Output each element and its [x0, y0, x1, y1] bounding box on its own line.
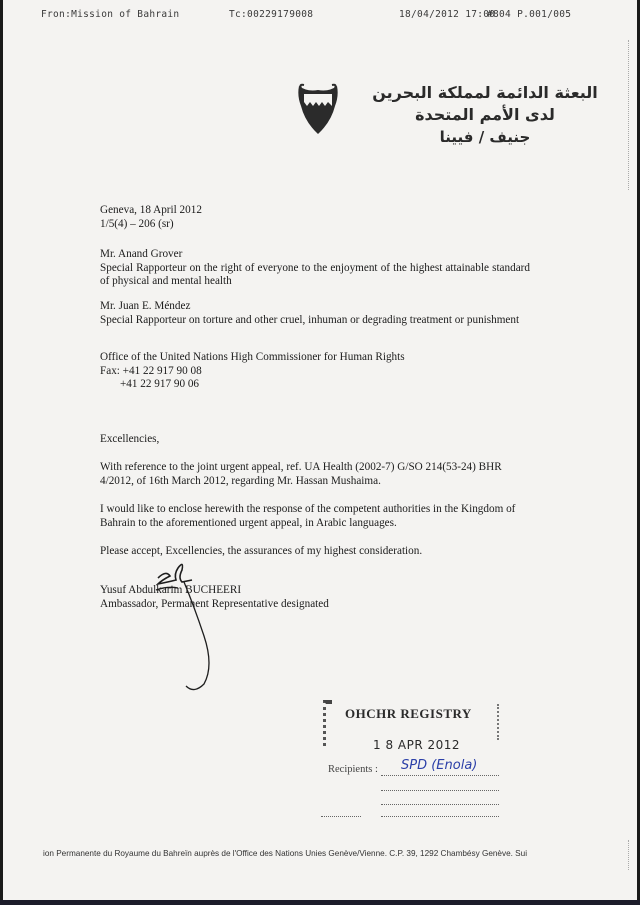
- stamp-border-right: [493, 704, 499, 740]
- recipient-1-name: Mr. Anand Grover: [100, 248, 183, 260]
- fax-page: [3, 0, 637, 900]
- scan-bottom-edge: [0, 900, 640, 905]
- fax-number-2: +41 22 917 90 06: [120, 378, 200, 390]
- signature-icon: [148, 556, 238, 696]
- place-date: Geneva, 18 April 2012: [100, 204, 202, 216]
- closing-text: Please accept, Excellencies, the assurances of my highest consideration.: [100, 545, 423, 557]
- arabic-line-3: جنيف / فيينا: [439, 128, 531, 146]
- salutation: [100, 433, 530, 447]
- fax-number-1: Fax: +41 22 917 90 08: [100, 364, 202, 377]
- recipient-2-title: Special Rapporteur on torture and other cruel, inhuman or degrading treatment or punishment: [100, 313, 520, 326]
- ohchr-registry-stamp: [321, 698, 501, 818]
- reference-number: 1/5(4) – 206 (sr): [100, 217, 174, 230]
- recipient-1: [100, 248, 530, 289]
- stamp-recipients-handwritten: SPD (Enola): [401, 758, 478, 773]
- paragraph-2: [100, 503, 530, 530]
- recipient-2: [100, 300, 530, 327]
- fax-datetime: 18/04/2012 17:00: [399, 9, 496, 20]
- recipient-1-title: Special Rapporteur on the right of everyone to the enjoyment of the highest attainable standard of physical and mental health: [100, 261, 530, 287]
- office-block: [100, 351, 530, 392]
- arabic-letterhead: [369, 82, 601, 148]
- signatory-title: Ambassador, Permanent Representative designated: [100, 597, 329, 610]
- stamp-recipients-label: Recipients :: [328, 764, 378, 775]
- scan-edge-dots: [628, 40, 629, 190]
- date-reference-block: [100, 204, 530, 231]
- fax-from: Fron:Mission of Bahrain: [41, 9, 180, 20]
- stamp-dotted-line: [381, 804, 499, 805]
- recipient-2-name: Mr. Juan E. Méndez: [100, 300, 191, 312]
- fax-tel: Tc:00229179008: [229, 9, 314, 20]
- stamp-title: OHCHR REGISTRY: [345, 706, 472, 721]
- paragraph-1-text: With reference to the joint urgent appeal, ref. UA Health (2002-7) G/SO 214(53-24) BHR 4/2012, of 16th March 2012, regarding Mr. Hassan Mushaima.: [100, 461, 502, 487]
- footer-address: ion Permanente du Royaume du Bahreïn auprès de l'Office des Nations Unies Genève/Vienne. C.P. 39, 1292 Chambésy Genève. Sui: [43, 849, 528, 858]
- stamp-dotted-line: [381, 790, 499, 791]
- salutation-text: Excellencies,: [100, 433, 160, 445]
- bahrain-emblem-icon: [295, 82, 341, 138]
- stamp-dotted-line: [381, 775, 499, 776]
- signatory-name: Yusuf Abdulkarim BUCHEERI: [100, 584, 242, 596]
- arabic-line-1: البعثة الدائمة لمملكة البحرين: [372, 83, 598, 102]
- stamp-border-left: [323, 700, 332, 746]
- arabic-line-2: لدى الأمم المتحدة: [415, 105, 555, 124]
- paragraph-1: [100, 461, 530, 488]
- stamp-dotted-line: [381, 816, 499, 817]
- stamp-dotted-line: [321, 816, 361, 817]
- paragraph-2-text: I would like to enclose herewith the response of the competent authorities in the Kingdom of Bahrain to the aforementioned urgent appeal, in Arabic languages.: [100, 503, 516, 529]
- fax-page-number: #804 P.001/005: [487, 9, 572, 20]
- signatory-block: [100, 584, 530, 611]
- stamp-date: 1 8 APR 2012: [373, 738, 461, 752]
- office-name: Office of the United Nations High Commissioner for Human Rights: [100, 351, 405, 363]
- scan-edge-dots: [628, 840, 629, 870]
